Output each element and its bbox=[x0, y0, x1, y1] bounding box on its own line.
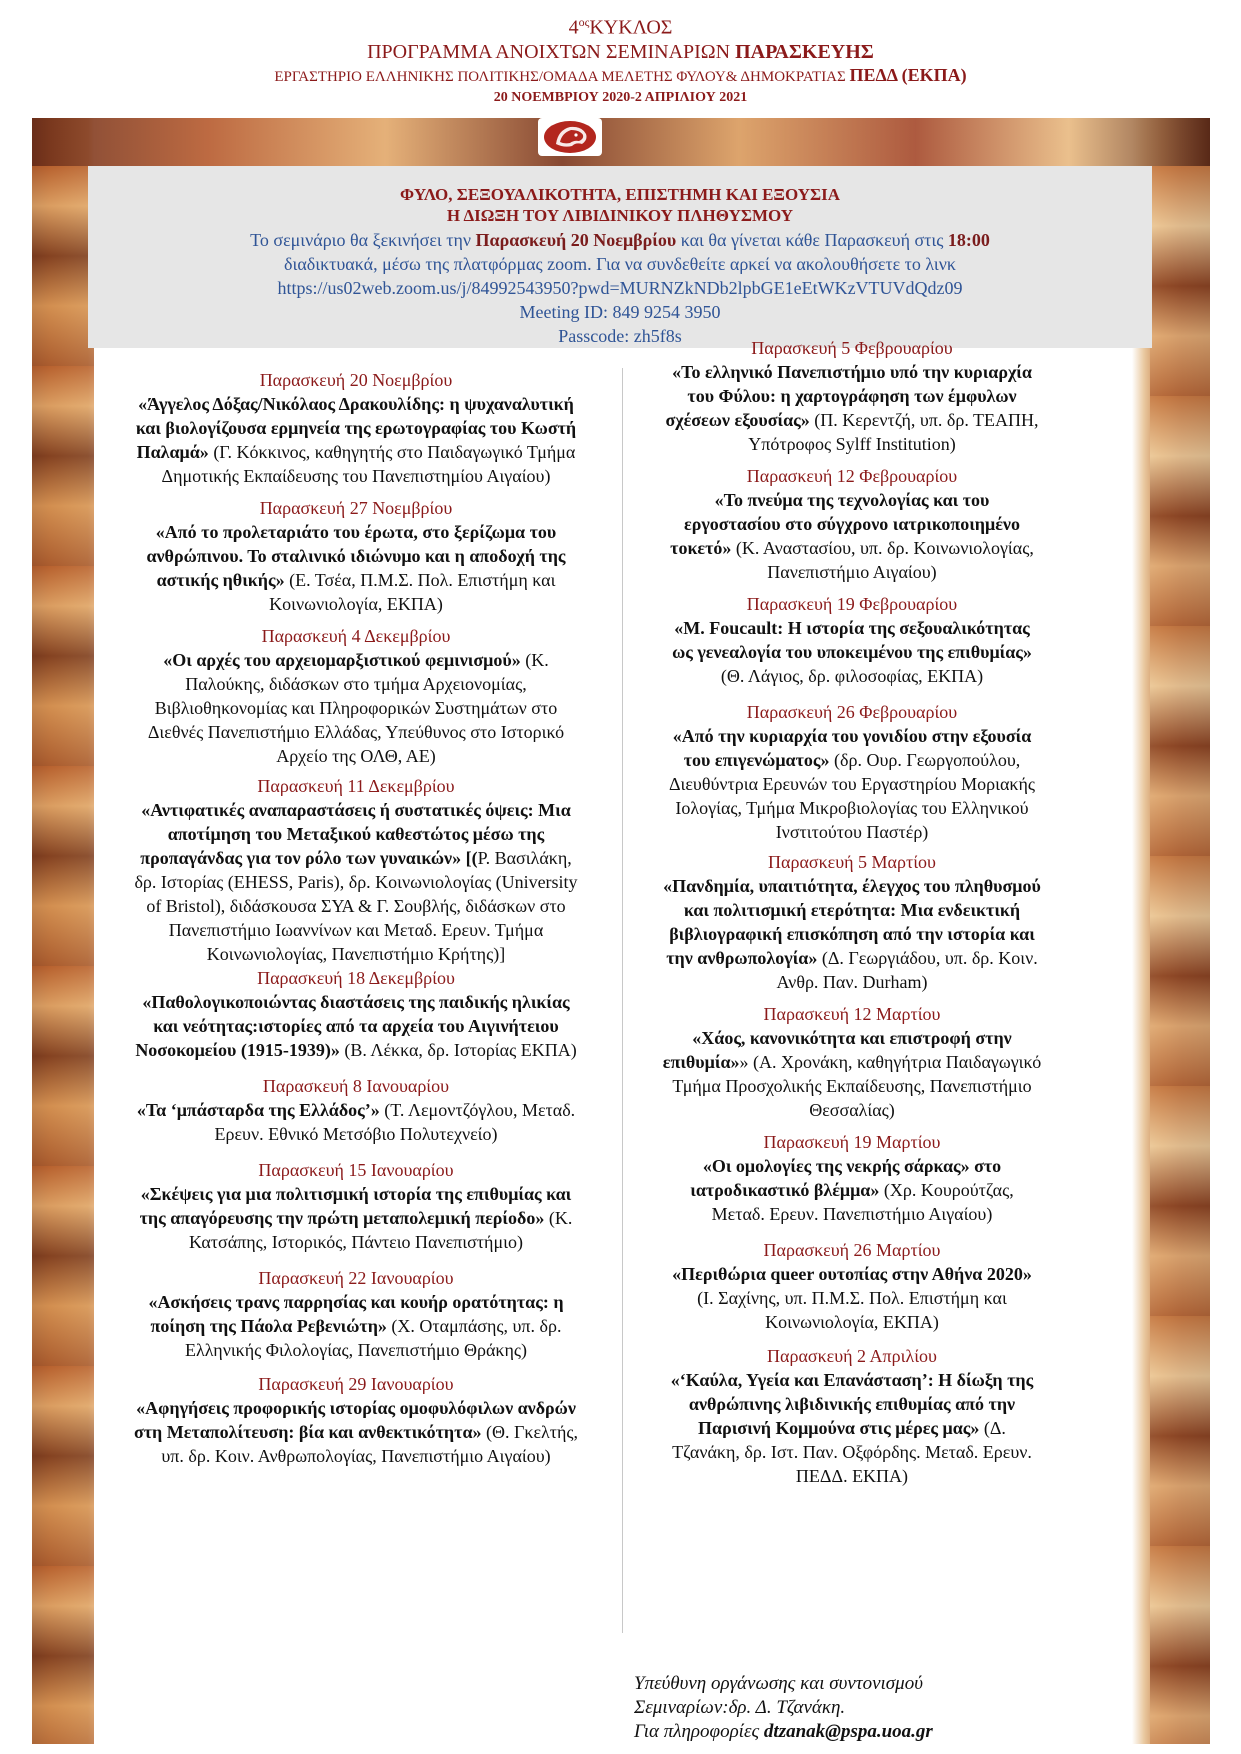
seminar-line bbox=[96, 870, 616, 894]
seminar-line bbox=[632, 1154, 1072, 1178]
passcode: Passcode: zh5f8s bbox=[558, 326, 682, 346]
seminar-line bbox=[632, 408, 1072, 432]
seminar-line bbox=[96, 672, 616, 696]
online-line: διαδικτυακά, μέσω της πλατφόρμας zoom. Για να συνδεθείτε αρκεί να ακολουθήσετε το λινκ bbox=[284, 254, 956, 274]
seminar-line bbox=[632, 1202, 1072, 1226]
seminar-entry bbox=[632, 850, 1072, 994]
seminar-line bbox=[632, 512, 1072, 536]
seminar-speaker-text: Κοινωνιολογίας, Πανεπιστήμιο Κρήτης)] bbox=[206, 944, 506, 964]
seminar-line bbox=[632, 384, 1072, 408]
seminar-line bbox=[632, 616, 1072, 640]
seminar-entry bbox=[96, 496, 616, 616]
seminar-line bbox=[96, 1230, 616, 1254]
seminar-title-text: «Οι αρχές του αρχειομαρξιστικού φεμινισμού» bbox=[163, 650, 521, 670]
organizer-line2: Σεμιναρίων:δρ. Δ. Τζανάκη. bbox=[634, 1697, 846, 1718]
seminar-line bbox=[96, 822, 616, 846]
seminar-line bbox=[632, 664, 1072, 688]
seminar-entry bbox=[96, 1074, 616, 1146]
seminar-line bbox=[96, 1396, 616, 1420]
seminar-line bbox=[632, 922, 1072, 946]
seminar-line bbox=[632, 796, 1072, 820]
seminar-line bbox=[96, 696, 616, 720]
seminar-date: Παρασκευή 5 Μαρτίου bbox=[768, 852, 936, 872]
seminar-speaker-text: (Χ. Οταμπάσης, υπ. δρ. bbox=[386, 1316, 562, 1336]
seminar-line bbox=[632, 1310, 1072, 1334]
seminar-title bbox=[88, 166, 1152, 226]
seminar-speaker-text: (Θ. Λάγιος, δρ. φιλοσοφίας, ΕΚΠΑ) bbox=[720, 666, 984, 686]
seminar-entry bbox=[632, 700, 1072, 844]
seminar-title-text: «Το ελληνικό Πανεπιστήμιο υπό την κυριαρχία bbox=[672, 362, 1032, 382]
seminar-date: Παρασκευή 22 Ιανουαρίου bbox=[258, 1268, 454, 1288]
seminar-speaker-text: (Θ. Γκελτής, bbox=[481, 1422, 579, 1442]
seminar-speaker-text: Τμήμα Προσχολικής Εκπαίδευσης, Πανεπιστήμιο bbox=[672, 1076, 1032, 1096]
seminar-speaker-text: υπ. δρ. Κοιν. Ανθρωπολογίας, Πανεπιστήμιο Αιγαίου) bbox=[161, 1446, 551, 1466]
seminar-title-text: «Αντιφατικές αναπαραστάσεις ή συστατικές όψεις: Μια bbox=[141, 800, 571, 820]
seminar-speaker-text: (Γ. Κόκκινος, καθηγητής στο Παιδαγωγικό Τμήμα bbox=[208, 442, 576, 462]
seminar-speaker-text: Ερευν. Εθνικό Μετσόβιο Πολυτεχνείο) bbox=[214, 1124, 498, 1144]
seminar-entry bbox=[632, 336, 1072, 456]
seminar-entry bbox=[96, 1372, 616, 1468]
seminar-date: Παρασκευή 2 Απριλίου bbox=[767, 1346, 937, 1366]
seminar-title-text: ποίηση της Πάολα Ρεβενιώτη» bbox=[150, 1316, 387, 1336]
seminar-date: Παρασκευή 29 Ιανουαρίου bbox=[258, 1374, 454, 1394]
seminar-line bbox=[96, 544, 616, 568]
cycle-title bbox=[0, 10, 1241, 40]
seminar-line bbox=[632, 1262, 1072, 1286]
seminar-entry bbox=[632, 1238, 1072, 1334]
meeting-id: Meeting ID: 849 9254 3950 bbox=[519, 302, 721, 322]
seminar-title-text: «Παθολογικοποιώντας διαστάσεις της παιδικής ηλικίας bbox=[142, 992, 570, 1012]
seminar-speaker-text: (δρ. Ουρ. Γεωργοπούλου, bbox=[829, 750, 1021, 770]
seminar-line bbox=[632, 560, 1072, 584]
seminar-date: Παρασκευή 19 Μαρτίου bbox=[763, 1132, 941, 1152]
seminar-title-text: βιβλιογραφική επισκόπηση από την ιστορία και bbox=[669, 924, 1035, 944]
seminar-speaker-text: Διεθνές Πανεπιστήμιο Ελλάδας, Υπεύθυνος στο Ιστορικό bbox=[147, 722, 565, 742]
seminar-entry bbox=[632, 1344, 1072, 1488]
seminar-line bbox=[96, 1098, 616, 1122]
cycle-number: 4 bbox=[568, 16, 579, 39]
seminar-line bbox=[632, 1098, 1072, 1122]
seminar-title-text: και βιολογίζουσα ερμηνεία της ερωτογραφίας του Κωστή bbox=[135, 418, 577, 438]
organizer-footer bbox=[634, 1672, 1054, 1744]
seminar-speaker-text: Βιβλιοθηκονομίας και Πληροφορικών Συστημάτων στο bbox=[154, 698, 558, 718]
seminar-speaker-text: Κοινωνιολογία, ΕΚΠΑ) bbox=[269, 594, 443, 614]
seminar-title-text: Νοσοκομείου (1915-1939)» bbox=[135, 1040, 340, 1060]
seminar-title-text: του Φύλου: η χαρτογράφηση των έμφυλων bbox=[687, 386, 1017, 406]
seminar-line bbox=[632, 820, 1072, 844]
column-divider bbox=[622, 368, 623, 1633]
seminar-entry bbox=[632, 464, 1072, 584]
seminar-title-text: Παρισινή Κομμούνα στις μέρες μας» bbox=[698, 1418, 980, 1438]
seminar-line bbox=[96, 464, 616, 488]
seminar-line bbox=[96, 1314, 616, 1338]
seminar-date: Παρασκευή 12 Φεβρουαρίου bbox=[746, 466, 958, 486]
seminar-line bbox=[96, 1206, 616, 1230]
seminar-line bbox=[632, 1178, 1072, 1202]
seminar-line bbox=[96, 1122, 616, 1146]
seminar-title-text: «Περιθώρια queer ουτοπίας στην Αθήνα 2020» bbox=[672, 1264, 1032, 1284]
start-date: Παρασκευή 20 Νοεμβρίου bbox=[475, 230, 677, 250]
seminar-line bbox=[96, 648, 616, 672]
seminar-date: Παρασκευή 11 Δεκεμβρίου bbox=[257, 776, 455, 796]
seminar-title-text: προπαγάνδας για τον ρόλο των γυναικών» [( bbox=[140, 848, 478, 868]
seminar-line bbox=[632, 1050, 1072, 1074]
seminar-title-text: και νεότητας:ιστορίες από τα αρχεία του Αιγινήτειου bbox=[153, 1016, 559, 1036]
info-prefix: Για πληροφορίες bbox=[634, 1721, 764, 1742]
seminar-info-box bbox=[88, 166, 1152, 348]
seminar-title-text: «Τα ‘μπάσταρδα της Ελλάδος’» bbox=[136, 1100, 380, 1120]
seminar-date: Παρασκευή 26 Μαρτίου bbox=[763, 1240, 941, 1260]
start-time: 18:00 bbox=[947, 230, 990, 250]
seminar-title-line1: ΦΥΛΟ, ΣΕΞΟΥΑΛΙΚΟΤΗΤΑ, ΕΠΙΣΤΗΜΗ ΚΑΙ ΕΞΟΥΣΙΑ bbox=[399, 185, 841, 204]
seminar-speaker-text: (Ε. Τσέα, Π.Μ.Σ. Πολ. Επιστήμη και bbox=[284, 570, 556, 590]
seminar-speaker-text: Κοινωνιολογία, ΕΚΠΑ) bbox=[765, 1312, 939, 1332]
seminar-speaker-text: Τζανάκη, δρ. Ιστ. Παν. Οξφόρδης. Μεταδ. Ερευν. bbox=[672, 1442, 1032, 1462]
seminar-title-text: «Ασκήσεις τρανς παρρησίας και κουήρ ορατότητας: η bbox=[148, 1292, 564, 1312]
seminar-speaker-text: (Χρ. Κουρούτζας, bbox=[879, 1180, 1014, 1200]
seminar-speaker-text: Αρχείο της ΟΛΘ, ΑΕ) bbox=[276, 746, 436, 766]
seminar-date: Παρασκευή 18 Δεκεμβρίου bbox=[257, 968, 455, 988]
seminar-speaker-text: ΠΕΔΔ. ΕΚΠΑ) bbox=[795, 1466, 909, 1486]
seminar-date: Παρασκευή 5 Φεβρουαρίου bbox=[751, 338, 953, 358]
cycle-sup: ος bbox=[578, 15, 590, 29]
seminar-speaker-text: (Τ. Λεμοντζόγλου, Μεταδ. bbox=[379, 1100, 576, 1120]
seminar-entry bbox=[632, 1130, 1072, 1226]
seminar-line bbox=[96, 846, 616, 870]
lab-text: ΕΡΓΑΣΤΗΡΙΟ ΕΛΛΗΝΙΚΗΣ ΠΟΛΙΤΙΚΗΣ/ΟΜΑΔΑ ΜΕΛΕΤΗΣ ΦΥΛΟΥ& ΔΗΜΟΚΡΑΤΙΑΣ bbox=[274, 68, 846, 85]
seminar-title-text: «Άγγελος Δόξας/Νικόλαος Δρακουλίδης: η ψυχαναλυτική bbox=[138, 394, 574, 414]
seminar-entry bbox=[632, 592, 1072, 688]
seminar-title-text: «Χάος, κανονικότητα και επιστροφή στην bbox=[692, 1028, 1012, 1048]
seminar-speaker-text: Θεσσαλίας) bbox=[809, 1100, 895, 1120]
seminar-speaker-text: δρ. Ιστορίας (EHESS, Paris), δρ. Κοινωνιολογίας (University bbox=[134, 872, 578, 892]
seminar-date: Παρασκευή 20 Νοεμβρίου bbox=[259, 370, 453, 390]
seminar-title-text: ως γενεαλογία του υποκειμένου της επιθυμίας» bbox=[672, 642, 1032, 662]
seminar-speaker-text: (Π. Κερεντζή, υπ. δρ. ΤΕΑΠΗ, bbox=[809, 410, 1039, 430]
seminar-line bbox=[96, 568, 616, 592]
seminar-title-text: του επιγενώματος» bbox=[683, 750, 830, 770]
seminar-line bbox=[96, 942, 616, 966]
seminar-line bbox=[96, 1182, 616, 1206]
seminar-line bbox=[96, 1038, 616, 1062]
seminar-speaker-text: Πανεπιστήμιο Αιγαίου) bbox=[767, 562, 937, 582]
seminar-line bbox=[96, 744, 616, 768]
seminar-title-text: αποτίμηση του Μεταξικού καθεστώτος μέσω της bbox=[167, 824, 545, 844]
seminar-title-text: Παλαμά» bbox=[136, 442, 209, 462]
seminar-date: Παρασκευή 15 Ιανουαρίου bbox=[258, 1160, 454, 1180]
seminar-line bbox=[96, 798, 616, 822]
page-header bbox=[0, 10, 1241, 108]
seminar-title-text: ανθρώπινου. Το σταλινικό ιδιώνυμο και η αποδοχή της bbox=[146, 546, 566, 566]
program-dates: 20 ΝΟΕΜΒΡΙΟΥ 2020-2 ΑΠΡΙΛΙΟΥ 2021 bbox=[493, 89, 748, 105]
seminar-title-text: ιατροδικαστικό βλέμμα» bbox=[690, 1180, 880, 1200]
seminar-title-text: «Το πνεύμα της τεχνολογίας και του bbox=[714, 490, 990, 510]
seminar-title-text: εργοστασίου στο σύγχρονο ιατρικοποιημένο bbox=[684, 514, 1020, 534]
seminar-line bbox=[632, 874, 1072, 898]
seminar-title-text: «Από το προλεταριάτο του έρωτα, στο ξερίζωμα του bbox=[155, 522, 557, 542]
seminar-line bbox=[96, 720, 616, 744]
seminar-title-text: της απαγόρευσης την πρώτη μεταπολεμική περίοδο» bbox=[139, 1208, 545, 1228]
seminar-title-text: την ανθρωπολογία» bbox=[666, 948, 818, 968]
seminar-line bbox=[632, 1026, 1072, 1050]
seminar-title-text: και πολιτισμική ετερότητα: Μια ενδεικτική bbox=[683, 900, 1021, 920]
seminar-line bbox=[632, 640, 1072, 664]
seminar-line bbox=[96, 1420, 616, 1444]
seminar-speaker-text: Κατσάπης, Ιστορικός, Πάντειο Πανεπιστήμιο) bbox=[189, 1232, 523, 1252]
seminar-line bbox=[96, 1014, 616, 1038]
zoom-link[interactable]: https://us02web.zoom.us/j/84992543950?pwd=MURNZkNDb2lpbGE1eEtWKzVTUVdQdz09 bbox=[277, 278, 963, 298]
seminar-speaker-text: Ελληνικής Φιλολογίας, Πανεπιστήμιο Θράκης) bbox=[184, 1340, 528, 1360]
seminar-line bbox=[632, 748, 1072, 772]
seminar-line bbox=[632, 970, 1072, 994]
seminar-speaker-text: Δημοτικής Εκπαίδευσης του Πανεπιστημίου Αιγαίου) bbox=[161, 466, 551, 486]
seminar-entry bbox=[96, 624, 616, 768]
seminar-speaker-text: Ινστιτούτου Παστέρ) bbox=[775, 822, 929, 842]
seminar-speaker-text: of Bristol), διδάσκουσα ΣΥΑ & Γ. Σουβλής, διδάσκων στο bbox=[146, 896, 566, 916]
seminar-title-text: σχέσεων εξουσίας» bbox=[665, 410, 810, 430]
seminar-date: Παρασκευή 12 Μαρτίου bbox=[763, 1004, 941, 1024]
seminar-title-text: επιθυμία» bbox=[662, 1052, 740, 1072]
seminar-line bbox=[632, 1416, 1072, 1440]
seminar-line bbox=[96, 416, 616, 440]
seminar-line bbox=[632, 1286, 1072, 1310]
seminar-title-text: «Πανδημία, υπαιτιότητα, έλεγχος του πληθυσμού bbox=[663, 876, 1041, 896]
seminar-line bbox=[632, 1074, 1072, 1098]
seminar-title-text: στη Μεταπολίτευση: βία και ανθεκτικότητα» bbox=[133, 1422, 482, 1442]
seminar-title-text: αστικής ηθικής» bbox=[156, 570, 285, 590]
seminar-speaker-text: Ρ. Βασιλάκη, bbox=[477, 848, 572, 868]
organizer-line1: Υπεύθυνη οργάνωσης και συντονισμού bbox=[634, 1673, 923, 1694]
seminar-line bbox=[96, 1290, 616, 1314]
seminar-speaker-text: Υπότροφος Sylff Institution) bbox=[748, 434, 956, 454]
seminar-speaker-text: (Κ. bbox=[520, 650, 549, 670]
seminar-line bbox=[632, 432, 1072, 456]
seminar-speaker-text: (Β. Λέκκα, δρ. Ιστορίας ΕΚΠΑ) bbox=[339, 1040, 577, 1060]
seminar-line bbox=[96, 440, 616, 464]
seminar-line bbox=[632, 1464, 1072, 1488]
seminar-title-line2: Η ΔΙΩΞΗ ΤΟΥ ΛΙΒΙΔΙΝΙΚΟΥ ΠΛΗΘΥΣΜΟΥ bbox=[446, 206, 794, 225]
seminar-line bbox=[632, 536, 1072, 560]
seminar-title-text: «M. Foucault: Η ιστορία της σεξουαλικότητας bbox=[674, 618, 1030, 638]
seminar-date: Παρασκευή 19 Φεβρουαρίου bbox=[746, 594, 958, 614]
lab-acronym: ΠΕΔΔ (ΕΚΠΑ) bbox=[849, 64, 967, 85]
seminar-speaker-text: Μεταδ. Ερευν. Πανεπιστήμιο Αιγαίου) bbox=[711, 1204, 993, 1224]
seminar-line bbox=[96, 894, 616, 918]
seminar-title-text: «Αφηγήσεις προφορικής ιστορίας ομοφυλόφιλων ανδρών bbox=[136, 1398, 576, 1418]
contact-email[interactable]: dtzanak@pspa.uoa.gr bbox=[763, 1721, 933, 1742]
seminar-line bbox=[96, 918, 616, 942]
seminar-entry bbox=[96, 1266, 616, 1362]
seminar-title-text: τοκετό» bbox=[670, 538, 732, 558]
seminar-date: Παρασκευή 26 Φεβρουαρίου bbox=[746, 702, 958, 722]
seminar-line bbox=[632, 772, 1072, 796]
start-line bbox=[88, 228, 1152, 252]
program-prefix: ΠΡΟΓΡΑΜΜΑ ΑΝΟΙΧΤΩΝ ΣΕΜΙΝΑΡΙΩΝ bbox=[367, 40, 731, 63]
seminar-entry bbox=[632, 1002, 1072, 1122]
seminar-entry bbox=[96, 774, 616, 966]
program-day: ΠΑΡΑΣΚΕΥΗΣ bbox=[735, 40, 874, 63]
seminar-speaker-text: (Δ. Γεωργιάδου, υπ. δρ. Κοιν. bbox=[817, 948, 1038, 968]
seminar-entry bbox=[96, 966, 616, 1062]
seminar-details bbox=[88, 228, 1152, 348]
seminar-date: Παρασκευή 8 Ιανουαρίου bbox=[262, 1076, 450, 1096]
seminar-line bbox=[632, 1368, 1072, 1392]
program-title bbox=[0, 40, 1241, 64]
seminar-line bbox=[632, 946, 1072, 970]
seminar-speaker-text: (Ι. Σαχίνης, υπ. Π.Μ.Σ. Πολ. Επιστήμη και bbox=[697, 1288, 1007, 1308]
lab-line bbox=[0, 64, 1241, 88]
seminar-speaker-text: » (Α. Χρονάκη, καθηγήτρια Παιδαγωγικό bbox=[739, 1052, 1042, 1072]
seminar-line bbox=[96, 520, 616, 544]
seminar-title-text: «Από την κυριαρχία του γονιδίου στην εξουσία bbox=[672, 726, 1032, 746]
seminar-speaker-text: Ιολογίας, Τμήμα Μικροβιολογίας του Ελληνικού bbox=[675, 798, 1029, 818]
seminar-speaker-text: Παλούκης, διδάσκων στο τμήμα Αρχειονομίας, bbox=[185, 674, 527, 694]
seminar-speaker-text: (Κ. bbox=[544, 1208, 573, 1228]
seminar-title-text: «Οι ομολογίες της νεκρής σάρκας» στο bbox=[702, 1156, 1002, 1176]
seminar-speaker-text: (Δ. bbox=[979, 1418, 1006, 1438]
seminar-line bbox=[632, 360, 1072, 384]
seminar-speaker-text: Διευθύντρια Ερευνών του Εργαστηρίου Μοριακής bbox=[668, 774, 1036, 794]
seminar-entry bbox=[96, 368, 616, 488]
seminar-speaker-text: Πανεπιστήμιο Ιωαννίνων και Μεταδ. Ερευν. Τμήμα bbox=[168, 920, 544, 940]
seminar-title-text: «‘Καύλα, Υγεία και Επανάσταση’: Η δίωξη της bbox=[670, 1370, 1034, 1390]
seminar-line bbox=[632, 488, 1072, 512]
seminar-line bbox=[632, 724, 1072, 748]
athena-head-emblem-icon bbox=[538, 118, 602, 156]
seminar-title-text: ανθρώπινης λιβιδινικής επιθυμίας από την bbox=[688, 1394, 1016, 1414]
seminar-title-text: «Σκέψεις για μια πολιτισμική ιστορία της επιθυμίας και bbox=[140, 1184, 572, 1204]
start-prefix: Το σεμινάριο θα ξεκινήσει την bbox=[250, 230, 472, 250]
seminar-line bbox=[96, 990, 616, 1014]
seminar-line bbox=[632, 1440, 1072, 1464]
background-artwork-right bbox=[1150, 166, 1210, 1744]
seminar-date: Παρασκευή 4 Δεκεμβρίου bbox=[261, 626, 451, 646]
organizer-line3 bbox=[634, 1720, 1054, 1744]
start-middle: και θα γίνεται κάθε Παρασκευή στις bbox=[680, 230, 944, 250]
seminar-line bbox=[96, 1444, 616, 1468]
seminar-speaker-text: Ανθρ. Παν. Durham) bbox=[776, 972, 928, 992]
seminar-line bbox=[632, 1392, 1072, 1416]
seminar-line bbox=[96, 392, 616, 416]
cycle-word: ΚΥΚΛΟΣ bbox=[589, 16, 673, 39]
seminar-line bbox=[632, 898, 1072, 922]
seminar-date: Παρασκευή 27 Νοεμβρίου bbox=[259, 498, 453, 518]
seminar-speaker-text: (Κ. Αναστασίου, υπ. δρ. Κοινωνιολογίας, bbox=[731, 538, 1034, 558]
seminar-line bbox=[96, 592, 616, 616]
seminar-entry bbox=[96, 1158, 616, 1254]
seminar-line bbox=[96, 1338, 616, 1362]
